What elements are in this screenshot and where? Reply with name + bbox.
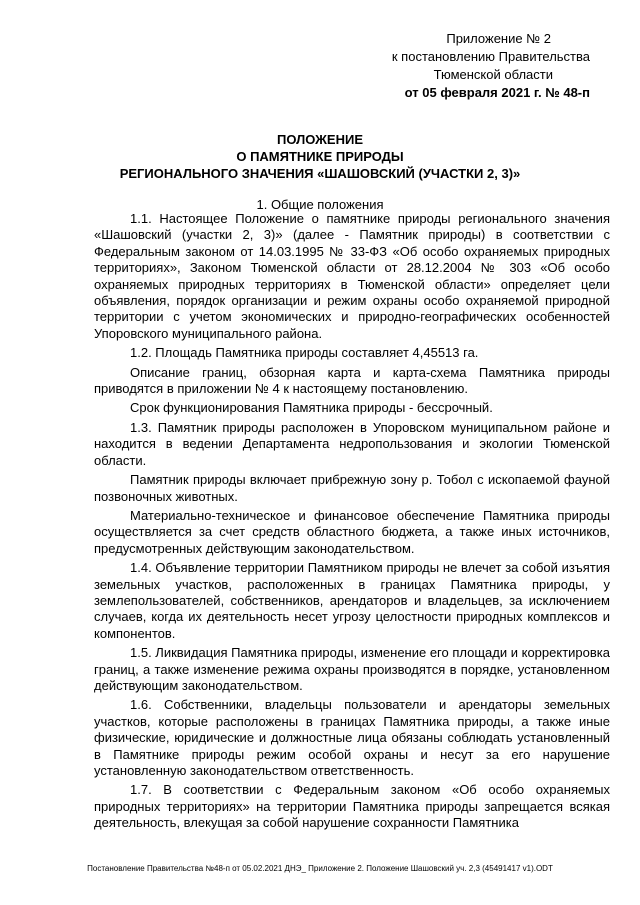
document-body: [94, 211, 610, 832]
annex-header: [310, 30, 590, 102]
document-title: [0, 131, 640, 182]
annex-region: Тюменской области: [433, 67, 553, 82]
paragraph-1-2: 1.2. Площадь Памятника природы составляет 4,45513 га.: [130, 345, 479, 361]
paragraph-1-1: 1.1. Настоящее Положение о памятнике природы регионального значения «Шашовский (участки 2, 3)» (далее - Памятник природы) в соответствии с Федеральным законом от 14.03.1995 № 33-ФЗ «Об особо охраняемых природных территориях», Законом Тюменской области от 28.12.2004 № 303 «Об особо охраняемых природных территориях в Тюменской области» определяет цели объявления, порядок организации и режим охраны особо охраняемой природной территории с учетом экономических и природно-географических особенностей Упоровского муниципального района.: [94, 211, 610, 341]
paragraph-includes: Памятник природы включает прибрежную зону р. Тобол с ископаемой фауной позвоночных животных.: [94, 472, 610, 504]
page-footer: Постановление Правительства №48-п от 05.02.2021 ДНЭ_ Приложение 2. Положение Шашовский уч. 2,3 (45491417 v1).ODT: [87, 864, 553, 873]
paragraph-1-5: 1.5. Ликвидация Памятника природы, изменение его площади и корректировка границ, а также изменение режима охраны производятся в порядке, установленном действующим законодательством.: [94, 645, 610, 693]
paragraph-term: Срок функционирования Памятника природы - бессрочный.: [130, 400, 493, 416]
paragraph-1-4: 1.4. Объявление территории Памятником природы не влечет за собой изъятия земельных участков, расположенных в границах Памятника природы, у землепользователей, собственников, арендаторов и владельцев, за исключением случаев, когда их деятельность несет угрозу целостности природных комплексов и компонентов.: [94, 560, 610, 641]
annex-date-number: от 05 февраля 2021 г. № 48-п: [404, 85, 590, 100]
title-line-1: ПОЛОЖЕНИЕ: [276, 132, 364, 147]
paragraph-1-7: 1.7. В соответствии с Федеральным законом «Об особо охраняемых природных территориях» на территории Памятника природы запрещается всякая деятельность, влекущая за собой нарушение сохранности Памятника: [94, 782, 610, 831]
annex-number: Приложение № 2: [446, 31, 551, 46]
paragraph-funding: Материально-техническое и финансовое обеспечение Памятника природы осуществляется за счет средств областного бюджета, а также иных источников, предусмотренных действующим законодательством.: [94, 507, 610, 556]
paragraph-1-6: 1.6. Собственники, владельцы пользователи и арендаторы земельных участков, которые расположены в границах Памятника природы, а также иные физические, юридические и должностные лица обязаны соблюдать установленный в Памятнике природы режим особой охраны и несут за его нарушение установленную законодательством ответственность.: [94, 697, 610, 778]
title-line-3: РЕГИОНАЛЬНОГО ЗНАЧЕНИЯ «ШАШОВСКИЙ (УЧАСТКИ 2, 3)»: [119, 166, 521, 181]
title-line-2: О ПАМЯТНИКЕ ПРИРОДЫ: [236, 149, 404, 164]
paragraph-boundaries: Описание границ, обзорная карта и карта-схема Памятника природы приводятся в приложении № 4 к настоящему постановлению.: [94, 364, 610, 397]
paragraph-1-3: 1.3. Памятник природы расположен в Упоровском муниципальном районе и находится в ведении Департамента недропользования и экологии Тюменской области.: [94, 419, 610, 468]
annex-reference: к постановлению Правительства: [391, 49, 590, 64]
section-heading: 1. Общие положения: [256, 197, 384, 212]
